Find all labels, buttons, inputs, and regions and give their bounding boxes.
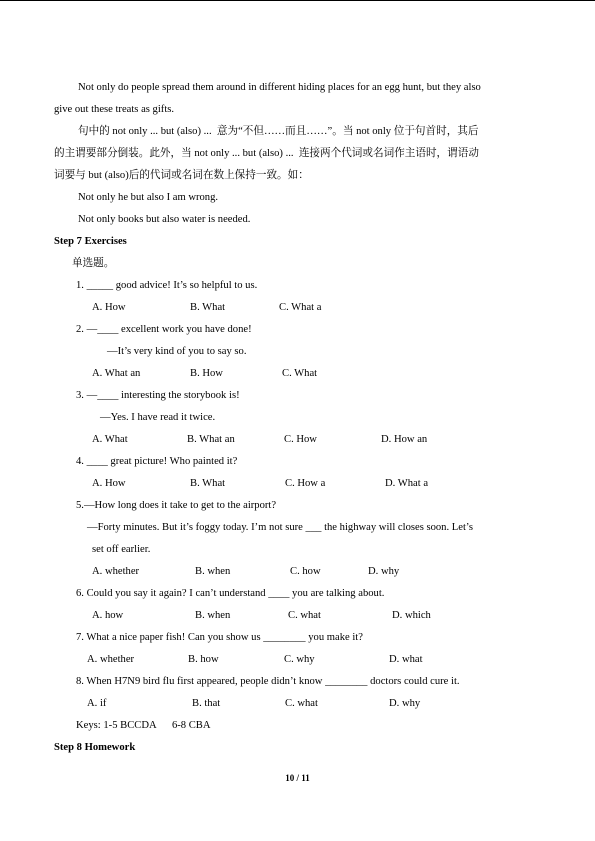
answer-option: C. What a (279, 302, 322, 313)
answer-option: D. what (389, 654, 423, 665)
answer-option: A. whether (87, 654, 135, 665)
answer-option: A. how (92, 610, 124, 621)
question-text: 6. Could you say it again? I can’t understand ____ you are talking about. (76, 588, 385, 599)
answer-option: D. why (368, 566, 400, 577)
answer-option: B. What an (187, 434, 235, 445)
intro-line: 句中的 not only ... but (also) ... 意为“不但……而且……”。当 not only 位于句首时，其后 (78, 126, 479, 137)
answer-option: D. What a (385, 478, 429, 489)
answer-option: A. How (92, 478, 126, 489)
answer-option: C. How (284, 434, 317, 445)
answer-option: C. why (284, 654, 315, 665)
answer-option: C. What (282, 368, 318, 379)
answer-option: C. How a (285, 478, 326, 489)
question-text: 8. When H7N9 bird flu first appeared, people didn’t know ________ doctors could cure it. (76, 676, 460, 687)
answer-option: B. What (190, 478, 226, 489)
intro-line: give out these treats as gifts. (54, 104, 175, 115)
question-text: set off earlier. (92, 544, 151, 555)
question-text: 4. ____ great picture! Who painted it? (76, 456, 238, 467)
intro-line: 词要与 but (also)后的代词或名词在数上保持一致。如： (54, 170, 309, 181)
answer-option: B. when (195, 566, 231, 577)
question-text: 2. —____ excellent work you have done! (76, 324, 252, 335)
step8-heading: Step 8 Homework (54, 742, 136, 753)
answer-option: B. What (190, 302, 226, 313)
step7-instruction: 单选题。 (72, 258, 115, 269)
question-text: —It’s very kind of you to say so. (107, 346, 247, 357)
page-number: 10 / 11 (285, 773, 310, 783)
answer-option: A. What (92, 434, 128, 445)
answer-option: C. what (285, 698, 318, 709)
answer-keys: Keys: 1-5 BCCDA 6-8 CBA (76, 720, 211, 731)
answer-option: D. why (389, 698, 421, 709)
answer-option: C. what (288, 610, 321, 621)
answer-option: D. which (392, 610, 431, 621)
answer-option: A. if (87, 698, 107, 709)
answer-option: A. How (92, 302, 126, 313)
question-text: 1. _____ good advice! It’s so helpful to us. (76, 280, 258, 291)
intro-line: Not only do people spread them around in different hiding places for an egg hunt, but they also (78, 82, 481, 93)
answer-option: C. how (290, 566, 321, 577)
question-text: 5.—How long does it take to get to the airport? (76, 500, 277, 511)
intro-line: 的主谓要部分倒装。此外，当 not only ... but (also) ... 连接两个代词或名词作主语时，谓语动 (54, 148, 479, 159)
question-text: —Forty minutes. But it’s foggy today. I’m not sure ___ the highway will closes soon. Let’s (87, 522, 473, 533)
step7-heading: Step 7 Exercises (54, 236, 127, 247)
answer-option: B. that (192, 698, 221, 709)
question-text: —Yes. I have read it twice. (100, 412, 216, 423)
question-text: 3. —____ interesting the storybook is! (76, 390, 240, 401)
answer-option: B. when (195, 610, 231, 621)
answer-option: A. What an (92, 368, 141, 379)
answer-option: B. how (188, 654, 219, 665)
example-sentence: Not only books but also water is needed. (78, 214, 251, 225)
answer-option: B. How (190, 368, 223, 379)
answer-option: A. whether (92, 566, 140, 577)
question-text: 7. What a nice paper fish! Can you show us ________ you make it? (76, 632, 363, 643)
header-rule (0, 0, 595, 1)
example-sentence: Not only he but also I am wrong. (78, 192, 219, 203)
answer-option: D. How an (381, 434, 428, 445)
